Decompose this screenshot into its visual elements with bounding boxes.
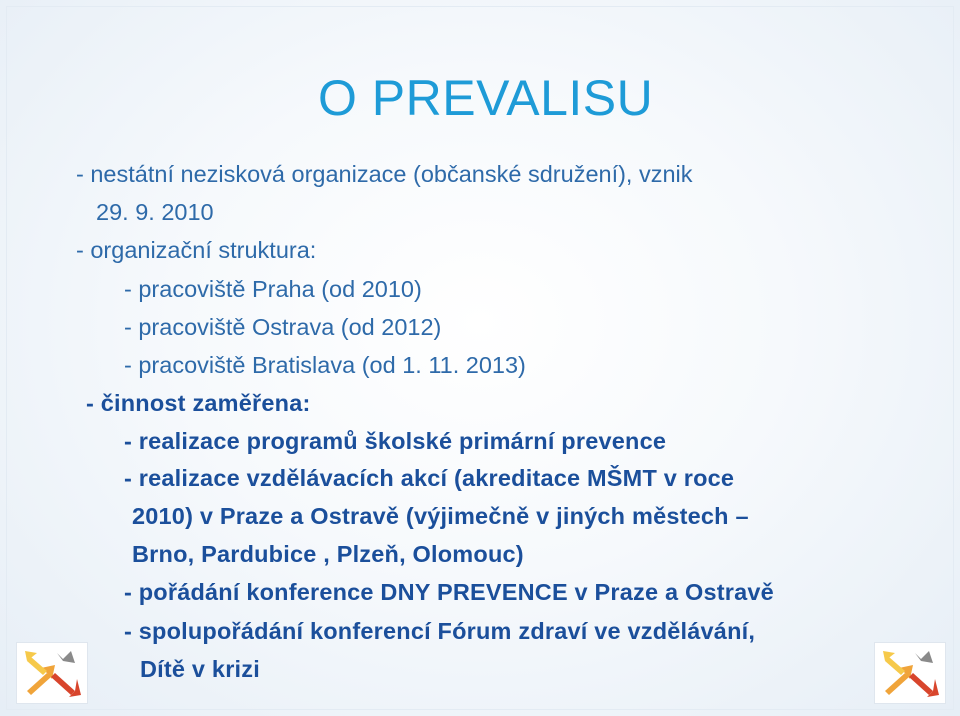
line-co-organized: - spolupořádání konferencí Fórum zdraví ve vzdělávání, [124, 618, 756, 644]
line-bratislava: - pracoviště Bratislava (od 1. 11. 2013) [124, 352, 526, 378]
line-education-events: - realizace vzdělávacích akcí (akreditace MŠMT v roce [124, 465, 735, 491]
line-ostrava: - pracoviště Ostrava (od 2012) [124, 314, 442, 340]
logo-arrows-icon [17, 643, 87, 703]
line-cities: Brno, Pardubice , Plzeň, Olomouc) [132, 541, 524, 567]
logo-arrows-icon [875, 643, 945, 703]
line-education-events-cont: 2010) v Praze a Ostravě (výjimečně v jiných městech – [132, 503, 749, 529]
line-organization-type: - nestátní nezisková organizace (občanské sdružení), vznik [76, 161, 693, 187]
logo-left [16, 642, 88, 704]
line-child-in-crisis: Dítě v krizi [140, 656, 260, 682]
line-activity-heading: - činnost zaměřena: [86, 390, 311, 416]
line-founding-date: 29. 9. 2010 [96, 199, 214, 225]
line-praha: - pracoviště Praha (od 2010) [124, 276, 422, 302]
logo-right [874, 642, 946, 704]
line-prevention-programs: - realizace programů školské primární prevence [124, 428, 667, 454]
slide-title: O PREVALISU [318, 70, 654, 126]
line-conference: - pořádání konference DNY PREVENCE v Praze a Ostravě [124, 579, 774, 605]
line-structure-heading: - organizační struktura: [76, 237, 317, 263]
